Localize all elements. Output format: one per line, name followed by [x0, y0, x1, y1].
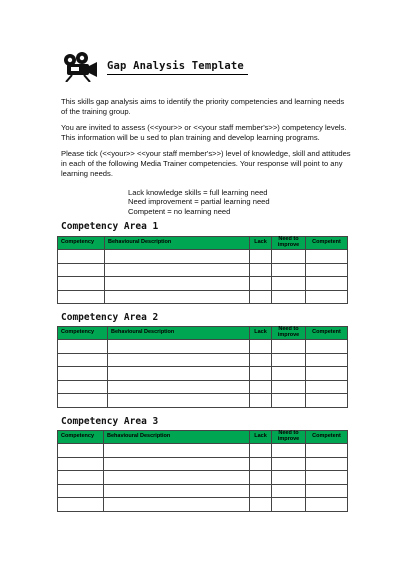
table-row — [58, 367, 348, 381]
col-competent: Competent — [306, 327, 348, 340]
col-competency: Competency — [58, 327, 108, 340]
cell[interactable] — [306, 380, 348, 394]
table-row — [58, 380, 348, 394]
table-header-row — [58, 327, 348, 340]
film-camera-icon — [62, 52, 102, 82]
need-key-lack: Lack knowledge skills = full learning need — [128, 188, 268, 197]
cell[interactable] — [58, 367, 108, 381]
cell[interactable] — [104, 444, 250, 458]
cell[interactable] — [272, 263, 306, 277]
table-row — [58, 498, 348, 512]
cell[interactable] — [272, 471, 306, 485]
cell[interactable] — [306, 353, 348, 367]
competency-table-3 — [57, 430, 348, 512]
intro-paragraph-3: This information will be u sed to plan training and develop learning programs. — [61, 132, 320, 142]
table-row — [58, 457, 348, 471]
table-header-row — [58, 237, 348, 250]
cell[interactable] — [58, 484, 104, 498]
col-competency: Competency — [58, 237, 105, 250]
cell[interactable] — [306, 471, 348, 485]
cell[interactable] — [272, 380, 306, 394]
table-header-row — [58, 431, 348, 444]
col-description: Behavioural Description — [108, 327, 250, 340]
cell[interactable] — [104, 471, 250, 485]
cell[interactable] — [306, 444, 348, 458]
cell[interactable] — [105, 277, 250, 291]
cell[interactable] — [250, 250, 272, 264]
intro-paragraph-2: You are invited to assess (<<your>> or <<your staff member's>>) competency levels. — [61, 123, 347, 133]
cell[interactable] — [58, 498, 104, 512]
document-title: Gap Analysis Template — [107, 60, 244, 72]
table-row — [58, 353, 348, 367]
intro-paragraph-4: Please tick (<<your>> <<your staff member's>>) level of knowledge, skill and attitudes in each of the following Media Trainer competencies. Your response will point to any learning needs. — [61, 149, 351, 178]
need-key-improve: Need improvement = partial learning need — [128, 197, 270, 207]
cell[interactable] — [250, 290, 272, 304]
col-need-improve: Need to improve — [272, 237, 306, 250]
cell[interactable] — [272, 484, 306, 498]
cell[interactable] — [272, 290, 306, 304]
col-competency: Competency — [58, 431, 104, 444]
cell[interactable] — [108, 394, 250, 408]
competency-table-1 — [57, 236, 348, 304]
cell[interactable] — [272, 353, 306, 367]
table-row — [58, 484, 348, 498]
cell[interactable] — [58, 471, 104, 485]
table-row — [58, 394, 348, 408]
cell[interactable] — [108, 340, 250, 354]
cell[interactable] — [58, 353, 108, 367]
learning-need-key — [128, 188, 270, 216]
title-underline — [107, 74, 248, 75]
cell[interactable] — [58, 263, 105, 277]
table-row — [58, 471, 348, 485]
cell[interactable] — [58, 340, 108, 354]
cell[interactable] — [272, 457, 306, 471]
cell[interactable] — [250, 277, 272, 291]
cell[interactable] — [105, 250, 250, 264]
cell[interactable] — [250, 457, 272, 471]
cell[interactable] — [306, 457, 348, 471]
table-row — [58, 263, 348, 277]
cell[interactable] — [272, 250, 306, 264]
col-competent: Competent — [306, 431, 348, 444]
cell[interactable] — [306, 263, 348, 277]
table-row — [58, 444, 348, 458]
cell[interactable] — [105, 290, 250, 304]
cell[interactable] — [306, 290, 348, 304]
document-header — [62, 52, 248, 82]
cell[interactable] — [58, 444, 104, 458]
cell[interactable] — [108, 380, 250, 394]
cell[interactable] — [58, 394, 108, 408]
cell[interactable] — [250, 380, 272, 394]
col-description: Behavioural Description — [104, 431, 250, 444]
cell[interactable] — [58, 277, 105, 291]
cell[interactable] — [272, 444, 306, 458]
area-2-title: Competency Area 2 — [61, 312, 159, 323]
cell[interactable] — [58, 290, 105, 304]
area-1-title: Competency Area 1 — [61, 221, 159, 232]
cell[interactable] — [250, 444, 272, 458]
col-lack: Lack — [250, 431, 272, 444]
cell[interactable] — [250, 353, 272, 367]
col-description: Behavioural Description — [105, 237, 250, 250]
cell[interactable] — [250, 471, 272, 485]
cell[interactable] — [306, 250, 348, 264]
cell[interactable] — [306, 367, 348, 381]
cell[interactable] — [272, 277, 306, 291]
cell[interactable] — [272, 498, 306, 512]
cell[interactable] — [250, 367, 272, 381]
area-3-title: Competency Area 3 — [61, 416, 159, 427]
competency-table-2 — [57, 326, 348, 408]
col-lack: Lack — [250, 237, 272, 250]
table-row — [58, 290, 348, 304]
col-need-improve: Need to improve — [272, 327, 306, 340]
cell[interactable] — [104, 498, 250, 512]
cell[interactable] — [58, 457, 104, 471]
cell[interactable] — [272, 367, 306, 381]
cell[interactable] — [58, 250, 105, 264]
col-need-improve: Need to improve — [272, 431, 306, 444]
cell[interactable] — [250, 498, 272, 512]
table-row — [58, 340, 348, 354]
intro-paragraph-1: This skills gap analysis aims to identify the priority competencies and learning needs of the training group. — [61, 97, 345, 116]
cell[interactable] — [306, 484, 348, 498]
cell[interactable] — [250, 394, 272, 408]
cell[interactable] — [58, 380, 108, 394]
cell[interactable] — [272, 394, 306, 408]
table-row — [58, 250, 348, 264]
cell[interactable] — [306, 498, 348, 512]
cell[interactable] — [104, 484, 250, 498]
need-key-competent: Competent = no learning need — [128, 206, 231, 216]
cell[interactable] — [108, 353, 250, 367]
cell[interactable] — [306, 340, 348, 354]
col-competent: Competent — [306, 237, 348, 250]
cell[interactable] — [108, 367, 250, 381]
cell[interactable] — [306, 394, 348, 408]
cell[interactable] — [250, 263, 272, 277]
cell[interactable] — [250, 340, 272, 354]
cell[interactable] — [306, 277, 348, 291]
cell[interactable] — [105, 263, 250, 277]
col-lack: Lack — [250, 327, 272, 340]
cell[interactable] — [272, 340, 306, 354]
cell[interactable] — [104, 457, 250, 471]
table-row — [58, 277, 348, 291]
cell[interactable] — [250, 484, 272, 498]
intro-text — [61, 97, 351, 185]
